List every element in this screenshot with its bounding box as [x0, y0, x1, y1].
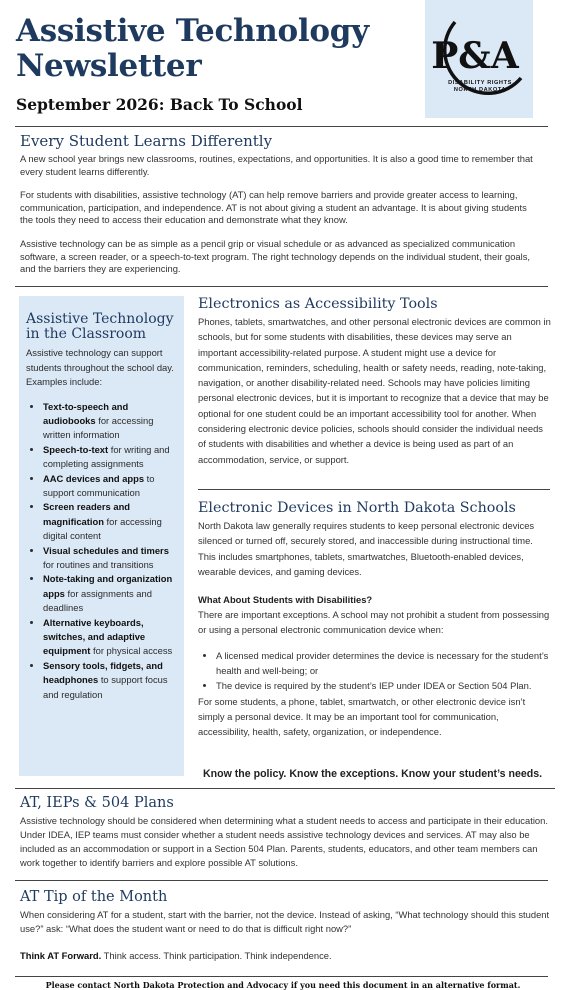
- list-item: • Sensory tools, fidgets, and headphones to support focus and regulation: [43, 659, 180, 702]
- tip-body: When considering AT for a student, start with the barrier, not the device. Instead of asking, “What technology should this student use?” ask: “What does the student want or need to do that is difficult right now?”: [20, 909, 550, 935]
- exceptions-list: [198, 648, 552, 694]
- list-item: • Speech-to-text for writing and completing assignments: [43, 443, 180, 472]
- list-item: • Screen readers and magnification for accessing digital content: [43, 500, 180, 543]
- electronics-body: Phones, tablets, smartwatches, and other personal electronic devices are common in schools, but for some students with disabilities, these devices may serve an important accessibility-related purpose. A student might use a device for communication, reminders, scheduling, health or safety needs, reading, note-taking, navigation, or another disability-related need. Schools may have policies limiting personal electronic devices, but it is important to recognize that a device that may be optional for one student could be an important accessibility tool for another. When considering electronic device policies, schools should consider the individual needs of students with disabilities and whether a device is being used as part of an accommodation, service, or support.: [198, 316, 551, 465]
- divider: [198, 489, 550, 490]
- tip-heading: AT Tip of the Month: [20, 889, 168, 905]
- divider: [15, 976, 548, 977]
- classroom-sidebar: [19, 296, 184, 776]
- divider: [15, 126, 548, 127]
- intro-paragraph: A new school year brings new classrooms, routines, expectations, and opportunities. It is also a good time to remember that every student learns differently.: [20, 153, 533, 177]
- divider: [15, 788, 555, 789]
- newsletter-title: Assistive Technology Newsletter: [16, 13, 369, 84]
- pa-logo: [425, 0, 533, 118]
- tip-section: [20, 888, 550, 964]
- list-item: • AAC devices and apps to support communication: [43, 472, 180, 501]
- iep-body: Assistive technology should be considered when determining what a student needs to access and participate in their education. Under IDEA, IEP teams must consider whether a student needs assistive technology devices and services. AT may also be included as an accommodation or support in a Section 504 Plan. Parents, students, educators, and other team members can work together to identify barriers and explore possible AT solutions.: [20, 815, 548, 869]
- list-item: • Text-to-speech and audiobooks for accessing written information: [43, 400, 180, 443]
- logo-line-2: NORTH DAKOTA: [453, 87, 507, 93]
- electronics-section: [198, 295, 552, 467]
- list-item: • Visual schedules and timers for routines and transitions: [43, 544, 180, 573]
- footer-note: Please contact North Dakota Protection and Advocacy if you need this document in an alternative format.: [45, 980, 521, 990]
- sidebar-heading: Assistive Technology in the Classroom: [26, 311, 174, 342]
- list-item: • A licensed medical provider determines the device is necessary for the student’s health and well-being; or: [216, 648, 552, 679]
- list-item: • Note-taking and organization apps for assignments and deadlines: [43, 572, 180, 615]
- devices-heading: Electronic Devices in North Dakota Schools: [198, 500, 516, 516]
- think-forward: Think AT Forward. Think access. Think participation. Think independence.: [20, 950, 332, 962]
- logo-line-1: DISABILITY RIGHTS: [448, 80, 512, 86]
- iep-504-section: [20, 794, 550, 870]
- list-item: • Alternative keyboards, switches, and adaptive equipment for physical access: [43, 616, 180, 659]
- pa-logo-mark-icon: [425, 0, 533, 118]
- sidebar-intro: Assistive technology can support students throughout the school day. Examples include:: [26, 347, 174, 387]
- devices-body: North Dakota law generally requires students to keep personal electronic devices silenced or turned off, securely stored, and inaccessible during instructional time. This includes smartphones, tablets, smartwatches, Bluetooth-enabled devices, wearable devices, and gaming devices.: [198, 520, 535, 577]
- electronics-heading: Electronics as Accessibility Tools: [198, 296, 438, 312]
- intro-heading: Every Student Learns Differently: [20, 132, 273, 150]
- intro-paragraph: For students with disabilities, assistive technology (AT) can help remove barriers and provide greater access to learning, communication, participation, and independence. AT is not about giving a student an advantage. It is about giving students the tools they need to access their education and demonstrate what they know.: [20, 189, 527, 226]
- divider: [15, 286, 548, 287]
- disabilities-question: What About Students with Disabilities?: [198, 594, 373, 606]
- list-item: • The device is required by the student’s IEP under IDEA or Section 504 Plan.: [216, 678, 552, 693]
- nd-devices-section: [198, 499, 552, 740]
- sidebar-list: [19, 400, 184, 703]
- exceptions-intro: There are important exceptions. A school may not prohibit a student from possessing or using a personal electronic communication device when:: [198, 609, 550, 636]
- logo-letters: P&A: [431, 35, 519, 77]
- newsletter-subtitle: September 2026: Back To School: [16, 95, 303, 114]
- intro-section: [20, 132, 540, 287]
- divider: [15, 880, 548, 881]
- devices-closing: For some students, a phone, tablet, smartwatch, or other electronic device isn’t simply a personal device. It may be an important tool for communication, accessibility, health, safety, organization, or independence.: [198, 695, 526, 738]
- intro-paragraph: Assistive technology can be as simple as a pencil grip or visual schedule or as advanced as specialized communication software, a screen reader, or a speech-to-text program. The right technology depends on the individual student, their goals, and the barriers they are experiencing.: [20, 237, 531, 275]
- iep-heading: AT, IEPs & 504 Plans: [20, 795, 174, 811]
- tagline: Know the policy. Know the exceptions. Know your student’s needs.: [203, 768, 543, 780]
